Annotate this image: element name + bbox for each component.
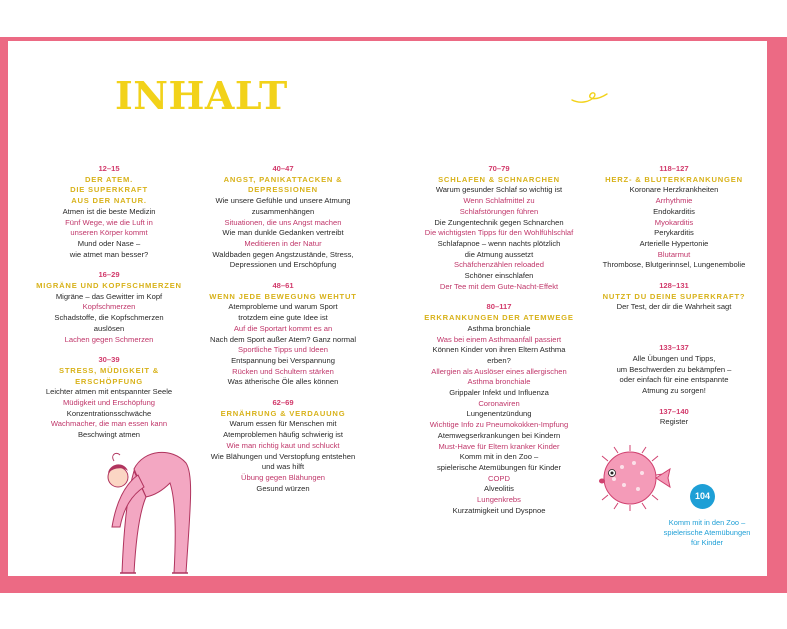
toc-entry: Lungenentzündung xyxy=(466,409,532,419)
toc-entry: Die Zungentechnik gegen Schnarchen xyxy=(434,217,564,227)
toc-entry: Nach dem Sport außer Atem? Ganz normal xyxy=(209,334,357,344)
section-page-range: 118–127 xyxy=(659,164,689,173)
toc-section xyxy=(190,398,376,494)
toc-entry: Thrombose, Blutgerinnsel, Lungenembolie xyxy=(602,260,746,270)
toc-entry: Migräne – das Gewitter im Kopf xyxy=(55,291,163,301)
toc-column-4 xyxy=(592,164,756,438)
toc-section xyxy=(592,164,756,271)
section-heading: STRESS, MÜDIGKEIT & xyxy=(58,365,159,375)
toc-entry: Kurzatmigkeit und Dyspnoe xyxy=(452,505,546,515)
toc-section xyxy=(592,281,756,313)
badge-caption-line: spielerische Atemübungen xyxy=(663,528,751,537)
toc-entry: Atmen ist die beste Medizin xyxy=(62,206,156,216)
section-page-range: 12–15 xyxy=(98,164,120,173)
toc-entry: Wie Blähungen und Verstopfung entstehen xyxy=(210,451,356,461)
section-page-range: 80–117 xyxy=(486,302,512,312)
toc-entry: Schlafstörungen führen xyxy=(459,206,539,216)
toc-entry: Schadstoffe, die Kopfschmerzen xyxy=(54,313,164,323)
toc-entry: Gesund würzen xyxy=(256,483,310,493)
toc-entry: Arrhythmie xyxy=(655,196,693,206)
toc-entry: Wie man dunkle Gedanken vertreibt xyxy=(222,228,344,238)
toc-entry: Schlafapnoe – wenn nachts plötzlich xyxy=(437,238,561,248)
toc-entry: Wachmacher, die man essen kann xyxy=(50,419,168,429)
toc-column-3 xyxy=(406,164,592,527)
stretching-woman-illustration xyxy=(94,441,194,576)
toc-section xyxy=(26,164,192,260)
toc-entry: COPD xyxy=(488,473,510,483)
toc-section xyxy=(190,281,376,388)
section-page-range: 137–140 xyxy=(659,406,689,416)
toc-entry: Blutarmut xyxy=(657,249,691,259)
toc-entry: Rücken und Schultern stärken xyxy=(232,366,334,376)
section-page-range: 133–137 xyxy=(659,343,689,353)
toc-entry: Mund oder Nase – xyxy=(77,238,141,248)
page-title: INHALT xyxy=(115,73,288,118)
toc-entry: Endokarditis xyxy=(653,206,695,216)
pufferfish-illustration xyxy=(590,445,672,511)
toc-entry: Warum gesunder Schlaf so wichtig ist xyxy=(435,185,563,195)
toc-entry: Asthma bronchiale xyxy=(467,323,531,333)
toc-section xyxy=(26,270,192,345)
section-heading: ANGST, PANIKATTACKEN & xyxy=(223,174,343,184)
toc-entry: trotzdem eine gute Idee ist xyxy=(238,313,328,323)
toc-entry: Wichtige Info zu Pneumokokken-Impfung xyxy=(429,420,569,430)
toc-entry: Atemwegserkrankungen bei Kindern xyxy=(437,430,561,440)
toc-page xyxy=(8,41,767,576)
toc-entry: Alveolitis xyxy=(484,484,514,494)
section-page-range: 48–61 xyxy=(272,281,294,291)
toc-entry: Atemproblemen häufig schwierig ist xyxy=(223,430,343,440)
toc-entry: Auf die Sportart kommt es an xyxy=(233,323,333,333)
toc-section xyxy=(190,164,376,271)
toc-entry: Alle Übungen und Tipps, xyxy=(632,353,716,363)
toc-entry: unseren Körper kommt xyxy=(70,228,148,238)
toc-entry: Arterielle Hypertonie xyxy=(639,238,709,248)
toc-entry: Depressionen und Erschöpfung xyxy=(229,260,337,270)
toc-entry: Myokarditis xyxy=(654,217,694,227)
section-heading: NUTZT DU DEINE SUPERKRAFT? xyxy=(602,291,746,301)
section-page-range: 70–79 xyxy=(488,164,510,173)
section-heading: AUS DER NATUR. xyxy=(71,196,147,206)
toc-entry: Atmung zu sorgen! xyxy=(642,385,706,395)
toc-entry: zusammenhängen xyxy=(251,206,315,216)
toc-entry: Die wichtigsten Tipps für den Wohlfühlschlaf xyxy=(424,228,574,238)
section-heading: DIE SUPERKRAFT xyxy=(70,185,148,195)
section-heading: WENN JEDE BEWEGUNG WEHTUT xyxy=(209,291,357,301)
toc-entry: Allergien als Auslöser eines allergischen xyxy=(431,366,567,376)
toc-entry: Meditieren in der Natur xyxy=(244,238,322,248)
toc-entry: Beschwingt atmen xyxy=(77,430,141,440)
section-heading: DER ATEM. xyxy=(84,174,134,184)
toc-entry: Wie man richtig kaut und schluckt xyxy=(226,440,340,450)
section-heading: ERSCHÖPFUNG xyxy=(75,376,143,386)
toc-entry: wie atmet man besser? xyxy=(69,249,149,259)
badge-caption xyxy=(654,518,760,548)
toc-entry: Grippaler Infekt und Influenza xyxy=(449,388,549,398)
section-heading: SCHLAFEN & SCHNARCHEN xyxy=(438,174,560,184)
toc-entry: Waldbaden gegen Angstzustände, Stress, xyxy=(212,249,354,259)
toc-entry: Komm mit in den Zoo – xyxy=(459,452,539,462)
toc-entry: Lachen gegen Schmerzen xyxy=(64,334,154,344)
toc-entry: Können Kinder von ihren Eltern Asthma xyxy=(432,345,566,355)
toc-entry: Coronaviren xyxy=(478,398,520,408)
toc-section xyxy=(406,164,592,292)
section-page-range: 128–131 xyxy=(659,281,689,291)
toc-entry: Kopfschmerzen xyxy=(82,302,136,312)
toc-entry: Leichter atmen mit entspannter Seele xyxy=(45,387,173,397)
toc-entry: Fünf Wege, wie die Luft in xyxy=(65,217,153,227)
toc-entry: erben? xyxy=(487,355,511,365)
toc-entry: Situationen, die uns Angst machen xyxy=(224,217,342,227)
toc-entry: Entspannung bei Verspannung xyxy=(231,355,335,365)
toc-entry: um Beschwerden zu bekämpfen – xyxy=(616,364,732,374)
toc-entry: Lungenkrebs xyxy=(477,495,521,505)
toc-entry: Sportliche Tipps und Ideen xyxy=(238,345,328,355)
badge-caption-line: für Kinder xyxy=(690,538,724,547)
toc-entry: Der Tee mit dem Gute-Nacht-Effekt xyxy=(439,281,559,291)
toc-entry: Perykarditis xyxy=(654,228,694,238)
section-heading: ERNÄHRUNG & VERDAUUNG xyxy=(220,408,346,418)
toc-entry: und was hilft xyxy=(261,462,305,472)
toc-entry: Warum essen für Menschen mit xyxy=(229,419,337,429)
toc-entry: Must-Have für Eltern kranker Kinder xyxy=(438,441,560,451)
toc-entry: Asthma bronchiale xyxy=(467,377,531,387)
section-heading: ERKRANKUNGEN DER ATEMWEGE xyxy=(424,313,574,323)
swirl-ornament-icon xyxy=(570,89,610,105)
toc-column-2 xyxy=(190,164,376,504)
toc-entry: Schöner einschlafen xyxy=(464,271,534,281)
toc-entry: Schäfchenzählen reloaded xyxy=(454,260,544,270)
section-heading: DEPRESSIONEN xyxy=(248,185,318,195)
badge-caption-line: Komm mit in den Zoo – xyxy=(668,518,746,527)
toc-section xyxy=(406,302,592,516)
toc-entry: Wenn Schlafmittel zu xyxy=(463,196,535,206)
section-page-range: 30–39 xyxy=(98,355,120,365)
toc-entry: Konzentrationsschwäche xyxy=(66,408,152,418)
toc-entry: Übung gegen Blähungen xyxy=(240,472,326,482)
toc-entry: Koronare Herzkrankheiten xyxy=(629,185,719,195)
toc-entry: Was ätherische Öle alles können xyxy=(227,377,339,387)
section-page-range: 16–29 xyxy=(98,270,120,280)
toc-entry: auslösen xyxy=(93,323,125,333)
page-number-badge: 104 xyxy=(690,484,715,509)
toc-section xyxy=(26,355,192,441)
toc-entry: Der Test, der dir die Wahrheit sagt xyxy=(616,302,732,312)
section-heading: MIGRÄNE UND KOPFSCHMERZEN xyxy=(36,281,182,291)
toc-entry: Register xyxy=(659,417,689,427)
section-page-range: 62–69 xyxy=(272,398,294,408)
toc-section xyxy=(592,407,756,428)
toc-entry: Atemprobleme und warum Sport xyxy=(228,302,338,312)
toc-entry: Wie unsere Gefühle und unsere Atmung xyxy=(215,196,351,206)
toc-column-1 xyxy=(26,164,192,451)
toc-entry: oder einfach für eine entspannte xyxy=(619,375,729,385)
toc-entry: die Atmung aussetzt xyxy=(464,249,534,259)
section-heading: HERZ- & BLUTERKRANKUNGEN xyxy=(605,174,743,184)
toc-entry: Was bei einem Asthmaanfall passiert xyxy=(436,334,562,344)
toc-section xyxy=(592,343,756,397)
toc-entry: spielerische Atemübungen für Kinder xyxy=(436,462,562,472)
section-page-range: 40–47 xyxy=(272,164,294,173)
toc-entry: Müdigkeit und Erschöpfung xyxy=(62,398,156,408)
